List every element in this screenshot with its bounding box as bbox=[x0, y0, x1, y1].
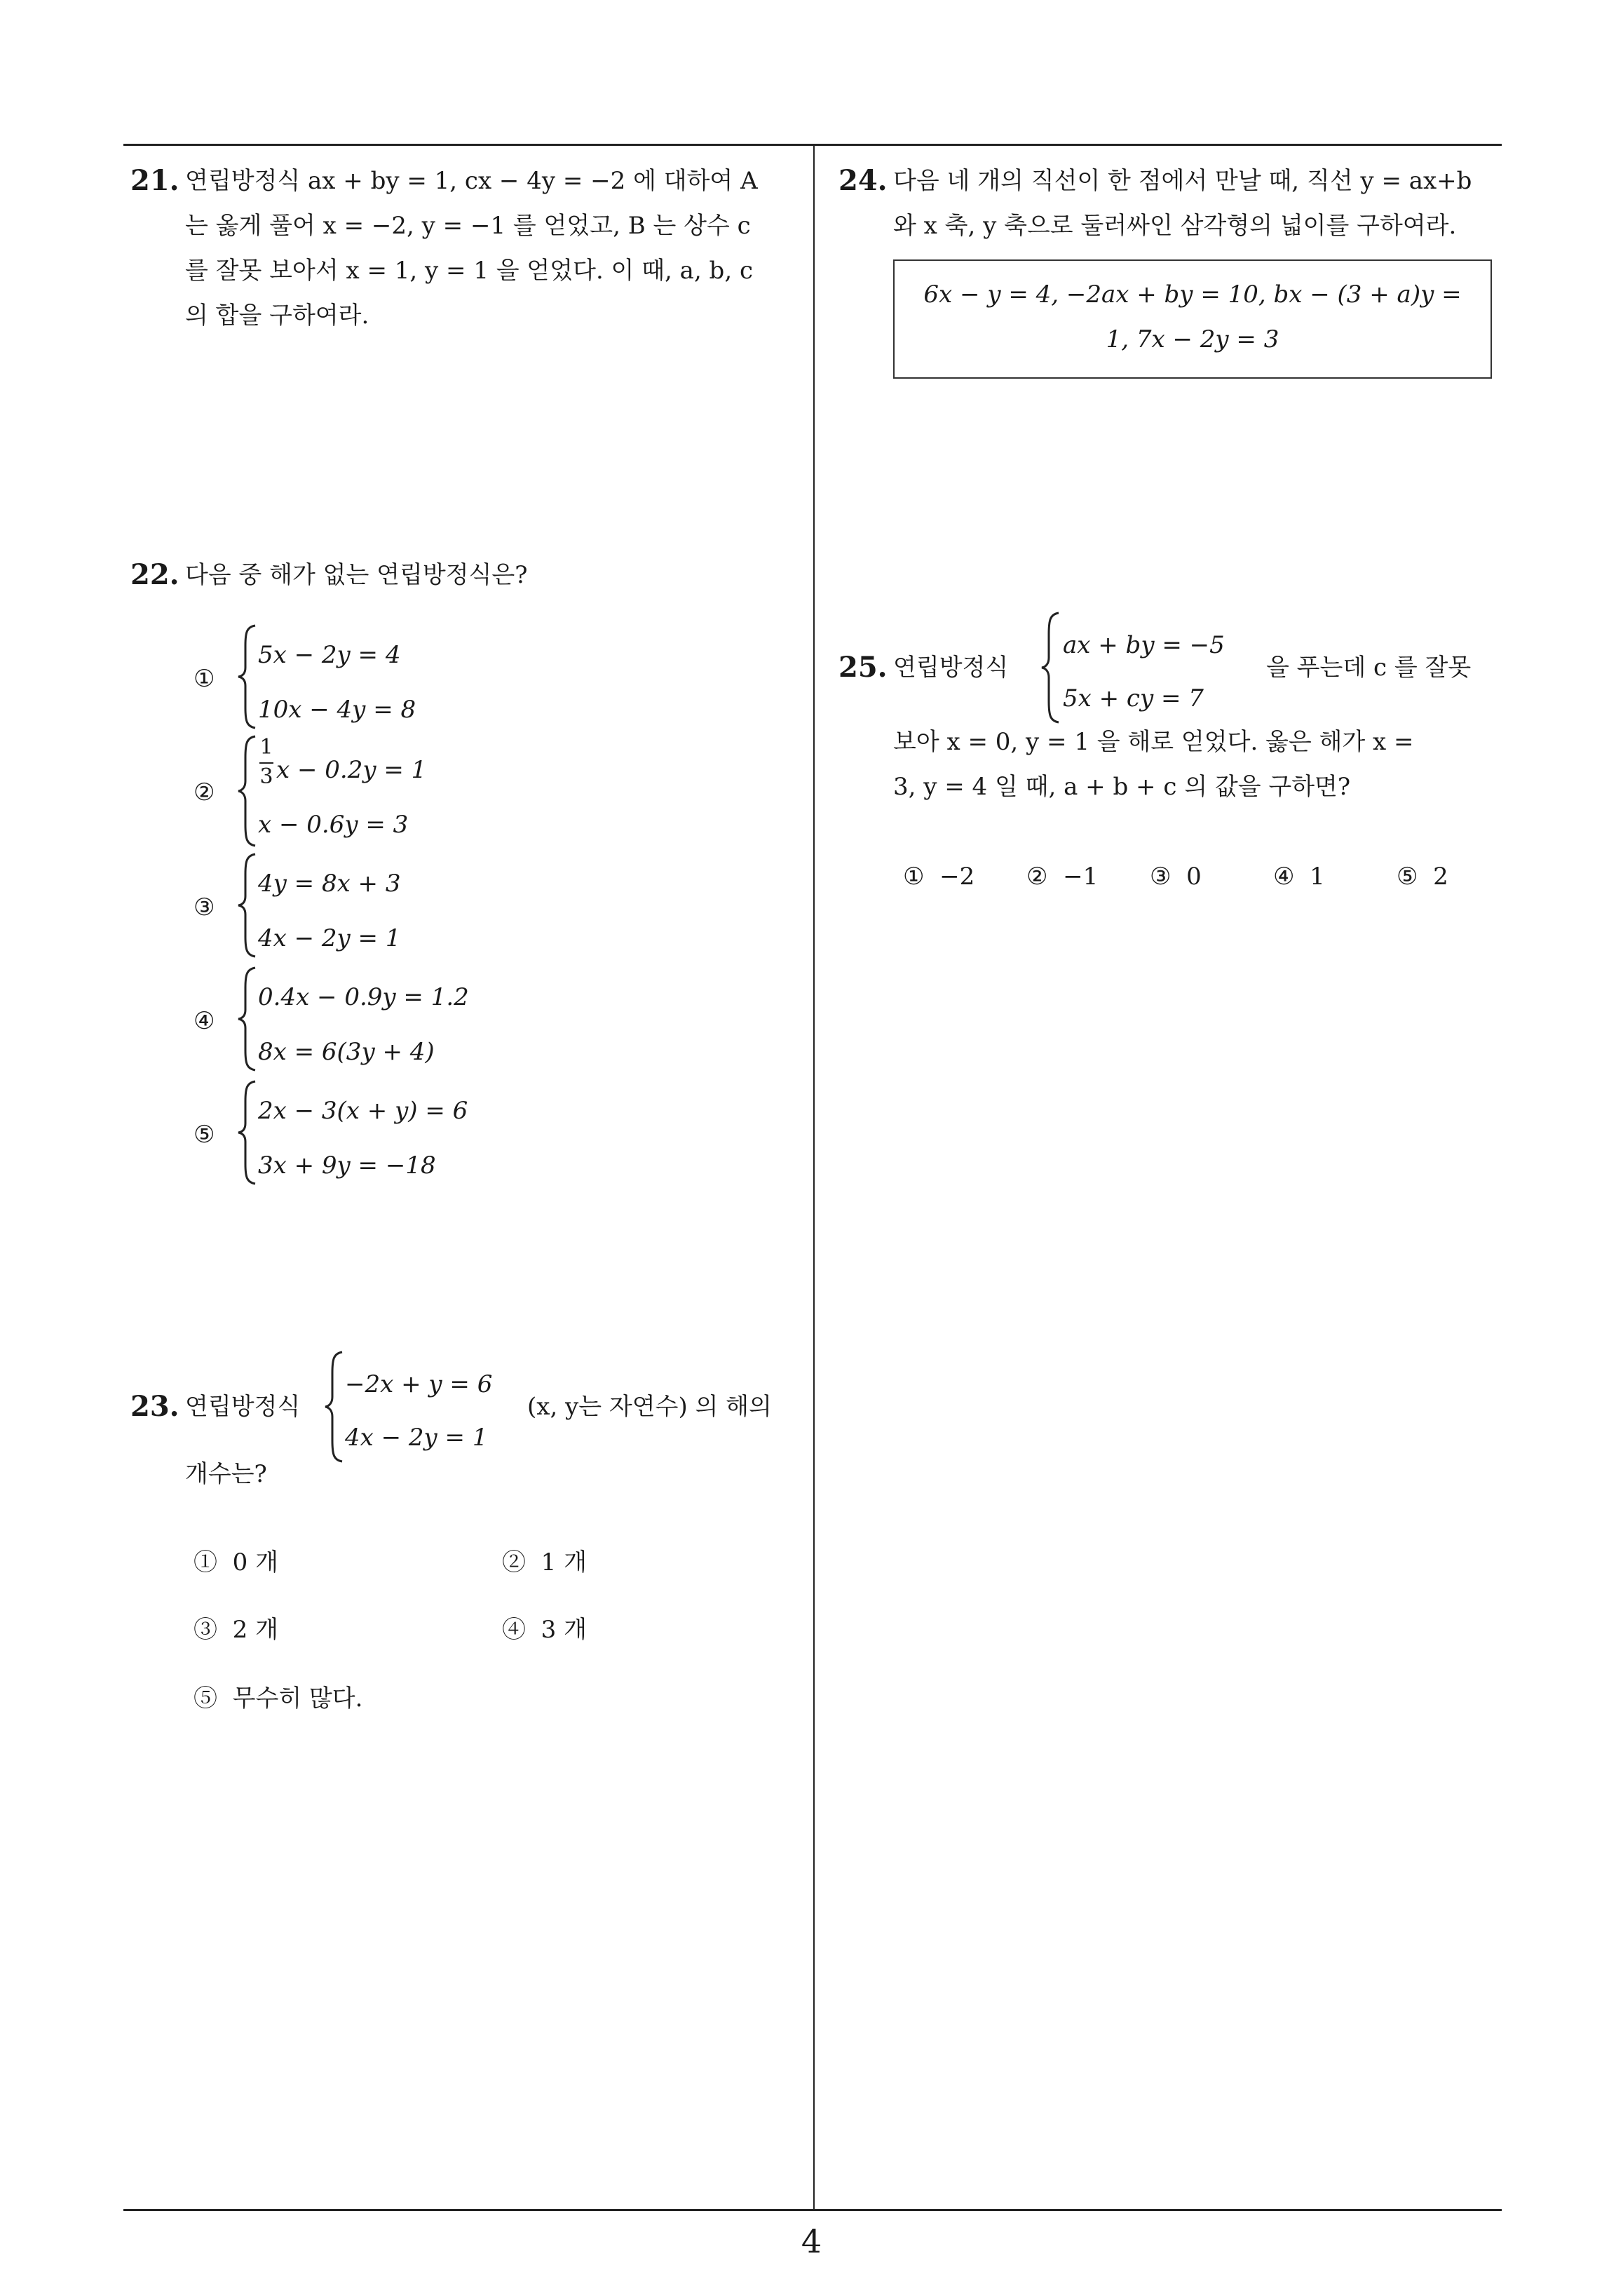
question-number: 25. bbox=[838, 651, 888, 684]
question-text-line: 의 합을 구하여라. bbox=[185, 302, 369, 330]
equation: 4x − 2y = 1 bbox=[258, 924, 401, 952]
option-mark: ③ bbox=[1150, 863, 1172, 891]
option-mark: ③ bbox=[193, 1616, 217, 1644]
equation: −2x + y = 6 bbox=[345, 1370, 493, 1398]
option-text: 1 bbox=[1310, 863, 1325, 891]
question-prefix: 연립방정식 bbox=[185, 1393, 301, 1421]
option-mark: ① bbox=[193, 1548, 217, 1576]
option-5[interactable] bbox=[193, 1683, 362, 1714]
question-prefix: 연립방정식 bbox=[893, 654, 1009, 682]
option-5[interactable] bbox=[1397, 861, 1448, 892]
bottom-rule bbox=[123, 2209, 1502, 2211]
option-text: −1 bbox=[1063, 863, 1099, 891]
option-1[interactable] bbox=[903, 861, 975, 892]
equation: ax + by = −5 bbox=[1063, 631, 1225, 659]
equation: x − 0.6y = 3 bbox=[258, 811, 409, 839]
equation: 8x = 6(3y + 4) bbox=[258, 1038, 435, 1066]
option-mark: ⑤ bbox=[1397, 863, 1418, 891]
option-text: 2 bbox=[1433, 863, 1448, 891]
option-mark: ② bbox=[502, 1548, 526, 1576]
brace-icon bbox=[237, 1080, 258, 1185]
question-number: 21. bbox=[130, 164, 179, 197]
option-mark: ① bbox=[193, 665, 215, 693]
option-4[interactable] bbox=[502, 1614, 587, 1645]
question-text-line: 3, y = 4 일 때, a + b + c 의 값을 구하면? bbox=[893, 773, 1351, 801]
brace-icon bbox=[1040, 612, 1061, 724]
top-rule bbox=[123, 144, 1502, 146]
option-mark: ② bbox=[193, 778, 215, 806]
option-3[interactable] bbox=[193, 1614, 278, 1645]
option-text: 3 개 bbox=[541, 1616, 587, 1644]
question-suffix: (x, y는 자연수) 의 해의 bbox=[527, 1393, 772, 1421]
fraction-bar bbox=[259, 762, 273, 764]
option-text: −2 bbox=[939, 863, 975, 891]
page-number: 4 bbox=[801, 2222, 822, 2260]
question-text-line: 보아 x = 0, y = 1 을 해로 얻었다. 옳은 해가 x = bbox=[893, 728, 1414, 756]
option-text: 무수히 많다. bbox=[232, 1684, 363, 1713]
equation: 5x − 2y = 4 bbox=[258, 641, 401, 669]
option-mark: ③ bbox=[193, 893, 215, 921]
option-1[interactable] bbox=[193, 1547, 278, 1578]
option-2[interactable] bbox=[1026, 861, 1098, 892]
equation: 4y = 8x + 3 bbox=[258, 870, 401, 898]
question-number: 22. bbox=[130, 558, 179, 591]
equation: 3x + 9y = −18 bbox=[258, 1152, 436, 1180]
column-divider bbox=[813, 144, 815, 2210]
option-text: 2 개 bbox=[232, 1616, 278, 1644]
question-text-line: 를 잘못 보아서 x = 1, y = 1 을 얻었다. 이 때, a, b, c bbox=[185, 257, 753, 285]
option-2[interactable] bbox=[502, 1547, 587, 1578]
equation: x − 0.2y = 1 bbox=[276, 756, 427, 784]
equation: 5x + cy = 7 bbox=[1063, 684, 1204, 713]
question-text-line: 연립방정식 ax + by = 1, cx − 4y = −2 에 대하여 A bbox=[185, 167, 758, 195]
equation: 0.4x − 0.9y = 1.2 bbox=[258, 983, 469, 1011]
brace-icon bbox=[237, 735, 258, 847]
option-text: 0 bbox=[1186, 863, 1202, 891]
question-text-line: 와 x 축, y 축으로 둘러싸인 삼각형의 넓이를 구하여라. bbox=[893, 212, 1457, 240]
question-text-line: 개수는? bbox=[185, 1460, 267, 1488]
brace-icon bbox=[237, 853, 258, 958]
option-mark: ① bbox=[903, 863, 925, 891]
option-mark: ④ bbox=[1273, 863, 1295, 891]
fraction-denominator: 3 bbox=[259, 764, 273, 789]
question-text: 다음 중 해가 없는 연립방정식은? bbox=[185, 561, 528, 589]
question-text-line: 는 옳게 풀어 x = −2, y = −1 를 얻었고, B 는 상수 c bbox=[185, 212, 751, 240]
question-suffix: 을 푸는데 c 를 잘못 bbox=[1266, 654, 1472, 682]
equation: 4x − 2y = 1 bbox=[345, 1424, 488, 1452]
brace-icon bbox=[324, 1351, 345, 1463]
question-text-line: 다음 네 개의 직선이 한 점에서 만날 때, 직선 y = ax+b bbox=[893, 167, 1472, 195]
option-3[interactable] bbox=[1150, 861, 1202, 892]
question-number: 24. bbox=[838, 164, 888, 197]
option-mark: ④ bbox=[193, 1007, 215, 1035]
option-4[interactable] bbox=[1273, 861, 1325, 892]
option-mark: ⑤ bbox=[193, 1121, 215, 1149]
option-mark: ④ bbox=[502, 1616, 526, 1644]
brace-icon bbox=[237, 966, 258, 1072]
option-text: 0 개 bbox=[232, 1548, 278, 1576]
option-mark: ⑤ bbox=[193, 1684, 217, 1713]
box-line: 1, 7x − 2y = 3 bbox=[1106, 325, 1279, 353]
brace-icon bbox=[237, 624, 258, 729]
question-number: 23. bbox=[130, 1390, 179, 1423]
equation: 10x − 4y = 8 bbox=[258, 696, 416, 724]
equation: 2x − 3(x + y) = 6 bbox=[258, 1097, 468, 1125]
box-line: 6x − y = 4, −2ax + by = 10, bx − (3 + a)y = bbox=[923, 281, 1462, 309]
option-mark: ② bbox=[1026, 863, 1048, 891]
option-text: 1 개 bbox=[541, 1548, 587, 1576]
fraction-numerator: 1 bbox=[259, 735, 273, 759]
equations-box bbox=[893, 259, 1492, 379]
